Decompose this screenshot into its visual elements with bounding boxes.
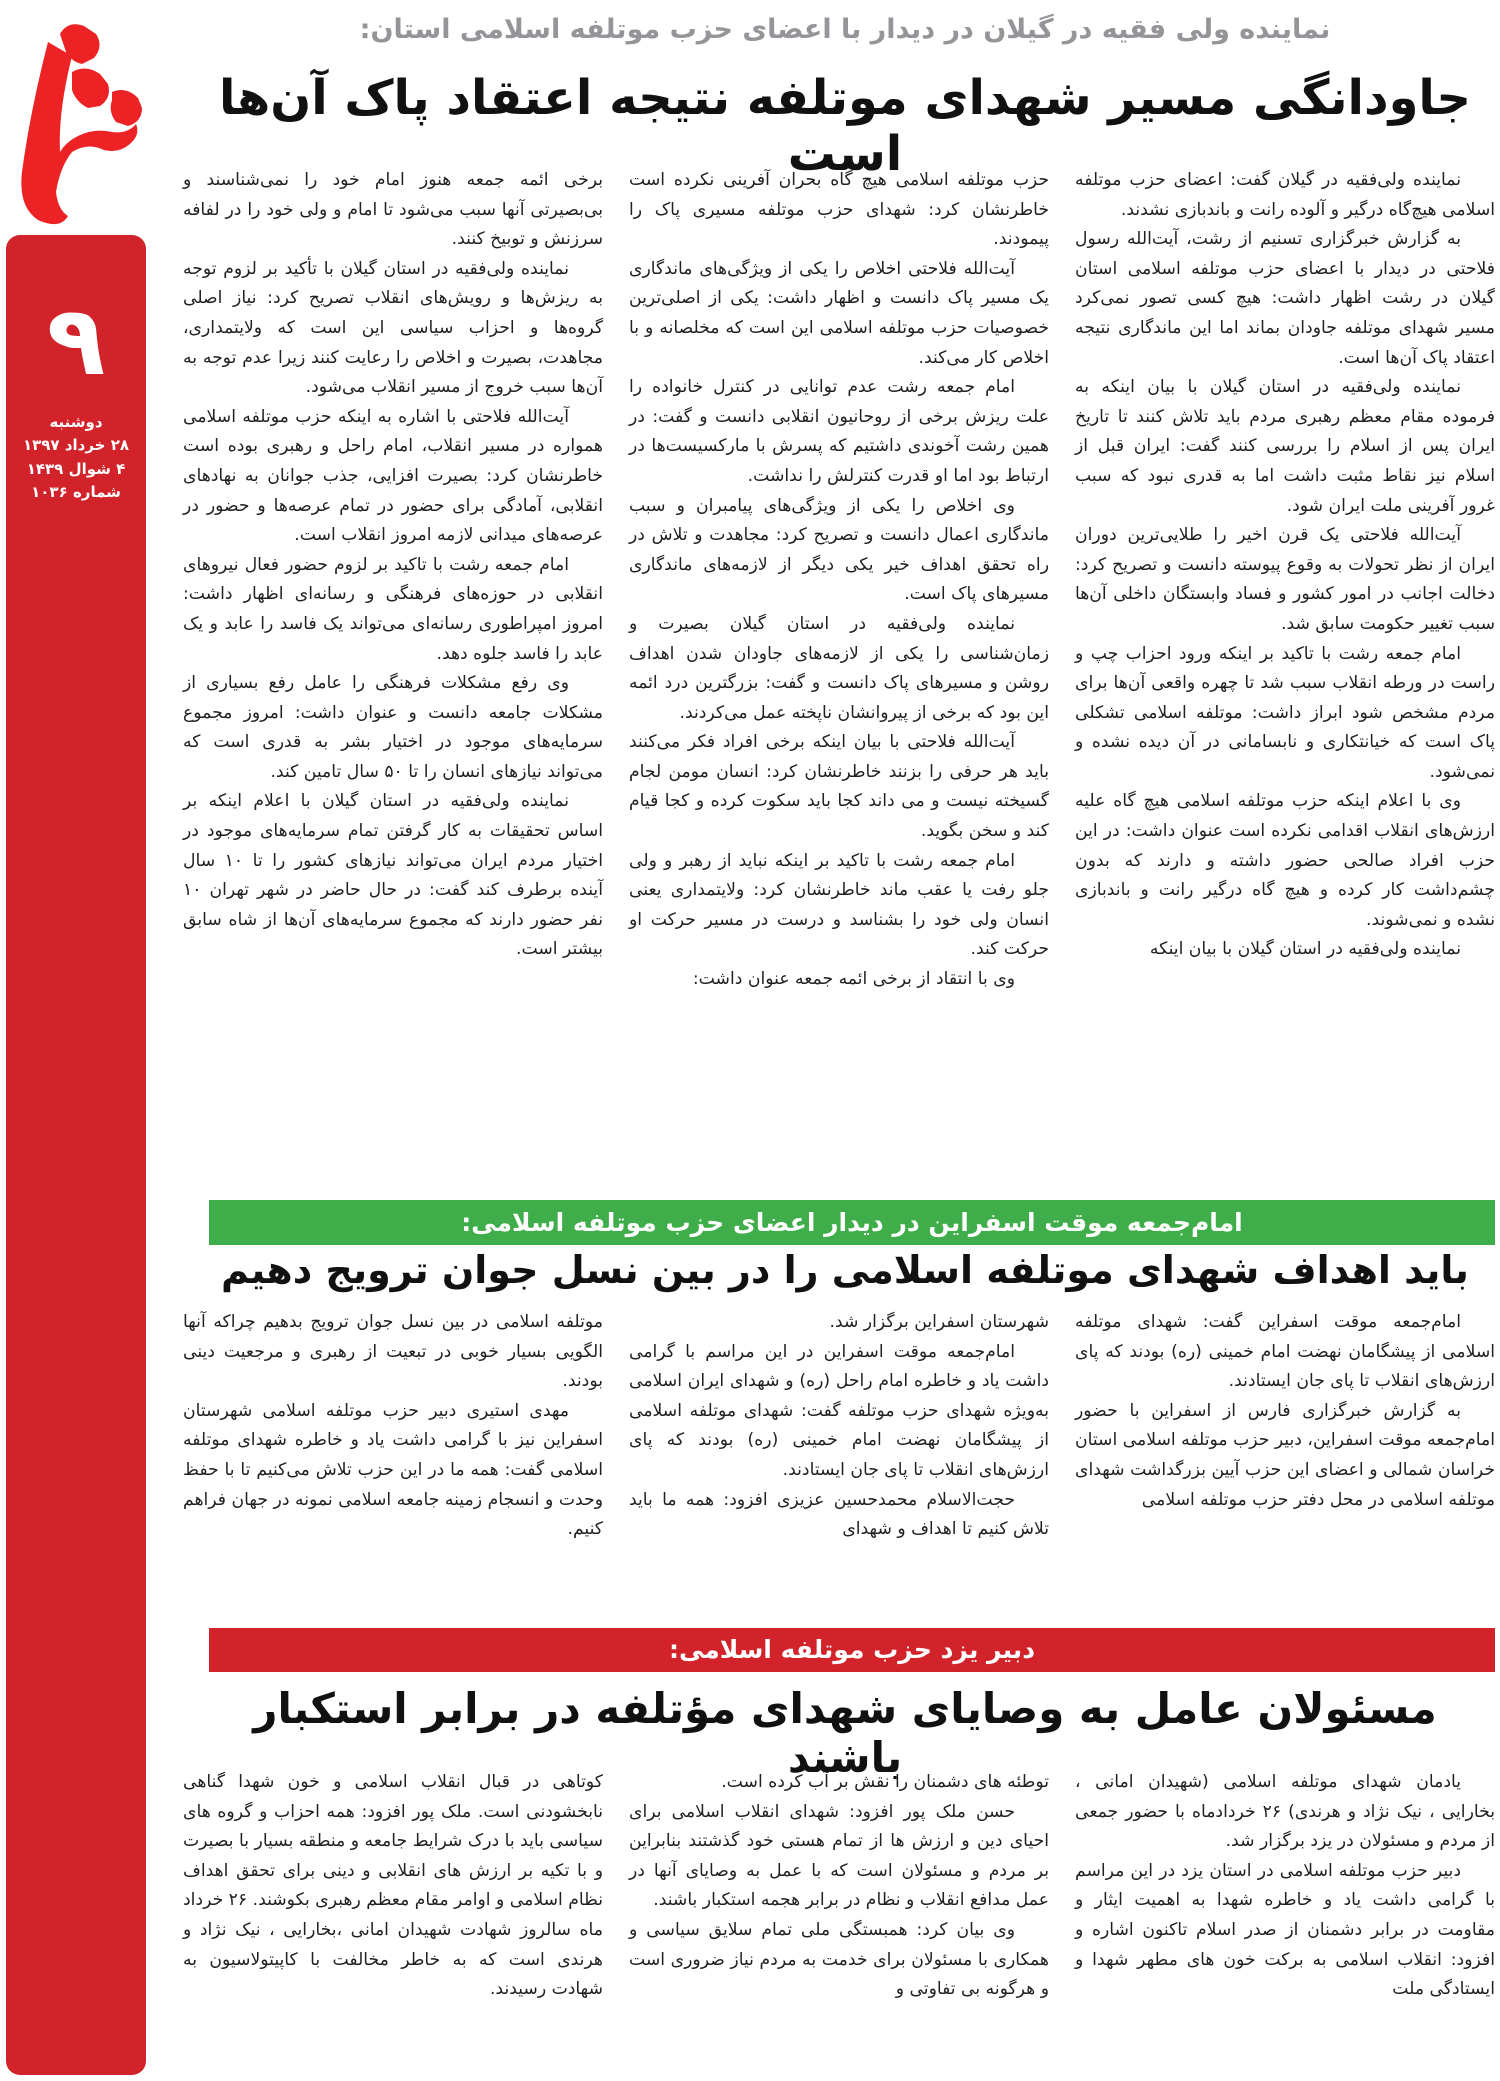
paragraph: آیت‌الله فلاحتی با اشاره به اینکه حزب موتلفه اسلامی همواره در مسیر انقلاب، امام راحل و رهبری بوده است خاطرنشان کرد: بصیرت افزایی، جذب جوانان به نهادهای انقلابی، آمادگی برای حضور در تمام عرصه‌ها و حضور در عرصه‌های میدانی لازمه امروز انقلاب است. (183, 406, 603, 546)
newspaper-logo (8, 2, 148, 227)
date-lunar: ۴ شوال ۱۴۳۹ (26, 459, 126, 478)
paragraph: موتلفه اسلامی در بین نسل جوان ترویج بدهیم چراکه آنها الگویی بسیار خوبی در تبعیت از رهبری و مرجعیت دینی بودند. (183, 1312, 603, 1392)
paragraph: نماینده ولی‌فقیه در گیلان گفت: اعضای حزب موتلفه اسلامی هیچ‌گاه درگیر و آلوده رانت و باندبازی نشدند. (1075, 170, 1495, 220)
article1-column-2 (629, 166, 1049, 1186)
masthead (0, 0, 170, 2081)
paragraph: امام جمعه رشت با تاکید بر اینکه ورود احزاب چپ و راست در ورطه انقلاب سبب شد تا چهره واقعی آن‌ها برای مردم مشخص شود ابراز داشت: موتلفه اسلامی تشکلی پاک است که خیانتکاری و نابسامانی در آن دیده نشده و نمی‌شود. (1075, 643, 1495, 782)
paragraph: حجت‌الاسلام محمدحسین عزیزی افزود: همه ما باید تلاش کنیم تا اهداف و شهدای (629, 1489, 1049, 1540)
article1-headline: جاودانگی مسیر شهدای موتلفه نتیجه اعتقاد پاک آن‌ها است (218, 70, 1472, 182)
article2-column-1 (1075, 1308, 1495, 1618)
article2-column-2 (629, 1308, 1049, 1618)
article3-column-3 (183, 1768, 603, 2078)
paragraph: نماینده ولی‌فقیه در استان گیلان با تأکید بر لزوم توجه به ریزش‌ها و رویش‌های انقلاب تصریح کرد: نیاز اصلی گروه‌ها و احزاب سیاسی این است که ولایتمداری، مجاهدت، بصیرت و اخلاص را رعایت کنند زیرا عدم توجه به آن‌ها سبب خروج از مسیر انقلاب می‌شود. (183, 258, 603, 398)
article3-kicker-band: دبیر یزد حزب موتلفه اسلامی: (209, 1628, 1495, 1672)
paragraph: امام‌جمعه موقت اسفراین گفت: شهدای موتلفه اسلامی از پیشگامان نهضت امام خمینی (ره) بودند که پای ارزش‌های انقلاب تا پای جان ایستادند. (1075, 1312, 1495, 1392)
paragraph: امام جمعه رشت با تاکید بر لزوم حضور فعال نیروهای انقلابی در حوزه‌های فرهنگی و رسانه‌ای اظهار داشت: امروز امپراطوری رسانه‌ای می‌تواند یک فاسد را عابد و یک عابد را فاسد جلوه دهد. (183, 554, 603, 664)
paragraph: وی رفع مشکلات فرهنگی را عامل رفع بسیاری از مشکلات جامعه دانست و عنوان داشت: امروز مجموع سرمایه‌های موجود در اختیار بشر به قدری است که می‌تواند نیازهای انسان را تا ۵۰ سال تامین کند. (183, 673, 603, 782)
paragraph: نماینده ولی‌فقیه در استان گیلان با بیان اینکه به فرموده مقام معظم رهبری مردم باید تلاش کنند تا تاریخ ایران پس از اسلام را بررسی کنند گفت: ایران قبل از اسلام نیز نقاط مثبت داشت اما به قدری نبود که سبب غرور آفرینی ملت ایران شود. (1075, 377, 1495, 516)
weekday: دوشنبه (49, 413, 103, 431)
paragraph: امام جمعه رشت با تاکید بر اینکه نباید از رهبر و ولی جلو رفت یا عقب ماند خاطرنشان کرد: ولایتمداری یعنی انسان ولی خود را بشناسد و درست در مسیر حرکت او حرکت کند. (629, 850, 1049, 960)
paragraph: آیت‌الله فلاحتی یک قرن اخیر را طلایی‌ترین دوران ایران از نظر تحولات به وقوع پیوسته دانست و تصریح کرد: دخالت اجانب در امور کشور و فساد وابستگان داخلی آن‌ها سبب تغییر حکومت سابق شد. (1075, 525, 1495, 634)
article3-column-1 (1075, 1768, 1495, 2078)
paragraph: مهدی استیری دبیر حزب موتلفه اسلامی شهرستان اسفراین نیز با گرامی داشت یاد و خاطره شهدای موتلفه اسلامی گفت: همه ما در این حزب تلاش می‌کنیم تا با حفظ وحدت و انسجام زمینه جامعه اسلامی نمونه در جهان فراهم کنیم. (183, 1400, 603, 1540)
paragraph: وی با اعلام اینکه حزب موتلفه اسلامی هیچ گاه علیه ارزش‌های انقلاب اقدامی نکرده است عنوان داشت: در این حزب افراد صالحی حضور داشته و دارند که بدون چشم‌داشت کار کرده و هیچ گاه درگیر رانت و باندبازی نشده و نمی‌شوند. (1075, 791, 1495, 930)
paragraph: دبیر حزب موتلفه اسلامی در استان یزد در این مراسم با گرامی داشت یاد و خاطره شهدا به اهمیت ایثار و مقاومت در برابر دشمنان از صدر اسلام تاکنون اشاره و افزود: انقلاب اسلامی به برکت خون های مطهر شهدا و ایستادگی ملت (1075, 1860, 1495, 2000)
article1-body (183, 166, 1495, 1186)
article3-headline: مسئولان عامل به وصایای شهدای مؤتلفه در برابر استکبار باشند (253, 1684, 1437, 1782)
article1-column-3 (183, 166, 603, 1186)
paragraph: توطئه های دشمنان را نقش بر آب کرده است. (721, 1772, 1049, 1792)
paragraph: یادمان شهدای موتلفه اسلامی (شهیدان امانی ، بخارایی ، نیک نژاد و هرندی) ۲۶ خردادماه با حضور جمعی از مردم و مسئولان در یزد برگزار شد. (1075, 1772, 1495, 1852)
paragraph: کوتاهی در قبال انقلاب اسلامی و خون شهدا گناهی نابخشودنی است. ملک پور افزود: همه احزاب و گروه های سیاسی باید با درک شرایط جامعه و منطقه بسیار با بصیرت و با تکیه بر ارزش های انقلابی و دینی برای تحقق اهداف نظام اسلامی و اوامر مقام معظم رهبری بکوشند. ۲۶ خرداد ماه سالروز شهادت شهیدان امانی ،بخارایی ، نیک نژاد و هرندی است که به خاطر مخالفت با کاپیتولاسیون به شهادت رسیدند. (183, 1772, 603, 2000)
paragraph: حسن ملک پور افزود: شهدای انقلاب اسلامی برای احیای دین و ارزش ها از تمام هستی خود گذشتند بنابراین بر مردم و مسئولان است که با عمل به وصایای آنها در عمل مدافع انقلاب و نظام در برابر هجمه استکبار باشند. (629, 1801, 1049, 1911)
issue-number: شماره ۱۰۳۶ (31, 482, 121, 501)
date-solar: ۲۸ خرداد ۱۳۹۷ (22, 436, 130, 455)
article1-column-1 (1075, 166, 1495, 1186)
article2-column-3 (183, 1308, 603, 1618)
article3-body (183, 1768, 1495, 2078)
article2-headline: باید اهداف شهدای موتلفه اسلامی را در بین نسل جوان ترویج دهیم (221, 1248, 1469, 1292)
paragraph: آیت‌الله فلاحتی با بیان اینکه برخی افراد فکر می‌کنند باید هر حرفی را بزنند خاطرنشان کرد: انسان مومن لجام گسیخته نیست و می داند کجا باید سکوت کرده و کجا قیام کند و سخن بگوید. (629, 732, 1049, 842)
paragraph: به گزارش خبرگزاری فارس از اسفراین با حضور امام‌جمعه موقت اسفراین، دبیر حزب موتلفه اسلامی استان خراسان شمالی و اعضای این حزب آیین بزرگداشت شهدای موتلفه اسلامی در محل دفتر حزب موتلفه اسلامی (1075, 1400, 1495, 1510)
page-info-sidebar (6, 235, 146, 2075)
article2-kicker-band: امام‌جمعه موقت اسفراین در دیدار اعضای حزب موتلفه اسلامی: (209, 1200, 1495, 1245)
paragraph: شهرستان اسفراین برگزار شد. (829, 1312, 1049, 1332)
paragraph: برخی ائمه جمعه هنوز امام خود را نمی‌شناسند و بی‌بصیرتی آنها سبب می‌شود تا امام و ولی خود را در لفافه سرزنش و توبیخ کنند. (183, 170, 603, 250)
paragraph: امام جمعه رشت عدم توانایی در کنترل خانواده را علت ریزش برخی از روحانیون انقلابی دانست و گفت: در همین رشت آخوندی داشتیم که پسرش با مارکسیست‌ها در ارتباط بود اما او قدرت کنترلش را نداشت. (629, 377, 1049, 486)
paragraph: آیت‌الله فلاحتی اخلاص را یکی از ویژگی‌های ماندگاری یک مسیر پاک دانست و اظهار داشت: یکی از اصلی‌ترین خصوصیات حزب موتلفه اسلامی این است که مخلصانه و با اخلاص کار می‌کند. (629, 258, 1049, 368)
article2-body (183, 1308, 1495, 1618)
article1-kicker: نماینده ولی فقیه در گیلان در دیدار با اعضای حزب موتلفه اسلامی استان: (359, 14, 1331, 45)
paragraph: وی با انتقاد از برخی ائمه جمعه عنوان داشت: (692, 969, 1015, 990)
shoma-logo-icon (8, 2, 148, 227)
paragraph: نماینده ولی‌فقیه در استان گیلان بصیرت و زمان‌شناسی را یکی از لازمه‌های جاودان شدن اهداف روشن و مسیرهای پاک دانست و گفت: بزرگترین درد ائمه این بود که برخی از پیروانشان ناپخته عمل می‌کردند. (629, 613, 1049, 723)
issue-info (6, 411, 146, 504)
paragraph: وی بیان کرد: همبستگی ملی تمام سلایق سیاسی و همکاری با مسئولان برای خدمت به مردم نیاز ضروری است و هرگونه بی تفاوتی و (629, 1919, 1049, 2000)
paragraph: به گزارش خبرگزاری تسنیم از رشت، آیت‌الله رسول فلاحتی در دیدار با اعضای حزب موتلفه اسلامی استان گیلان در رشت اظهار داشت: هیچ کسی تصور نمی‌کرد مسیر شهدای موتلفه جاودان بماند اما این ماندگاری نتیجه اعتقاد پاک آن‌ها است. (1075, 229, 1495, 368)
paragraph: حزب موتلفه اسلامی هیچ گاه بحران آفرینی نکرده است خاطرنشان کرد: شهدای حزب موتلفه مسیری پاک را پیمودند. (629, 170, 1049, 250)
paragraph: وی اخلاص را یکی از ویژگی‌های پیامبران و سبب ماندگاری اعمال دانست و تصریح کرد: مجاهدت و تلاش در راه تحقق اهداف خیر یکی دیگر از لازمه‌های ماندگاری مسیرهای پاک است. (629, 495, 1049, 605)
page-content (180, 0, 1495, 2081)
paragraph: نماینده ولی‌فقیه در استان گیلان با بیان اینکه (1149, 939, 1461, 960)
paragraph: امام‌جمعه موقت اسفراین در این مراسم با گرامی داشت یاد و خاطره امام راحل (ره) و شهدای ایران اسلامی به‌ویژه شهدای حزب موتلفه گفت: شهدای موتلفه اسلامی از پیشگامان نهضت امام خمینی (ره) بودند که پای ارزش‌های انقلاب تا پای جان ایستادند. (629, 1341, 1049, 1480)
paragraph: نماینده ولی‌فقیه در استان گیلان با اعلام اینکه بر اساس تحقیقات به کار گرفتن تمام سرمایه‌های موجود در اختیار مردم ایران می‌تواند نیازهای کشور را تا ۱۰ سال آینده برطرف کند گفت: در حال حاضر در شهر تهران ۱۰ نفر حضور دارند که مجموع سرمایه‌های آن‌ها از شاه سابق بیشتر است. (183, 791, 603, 960)
article3-column-2 (629, 1768, 1049, 2078)
page-number: ۹ (46, 285, 106, 397)
